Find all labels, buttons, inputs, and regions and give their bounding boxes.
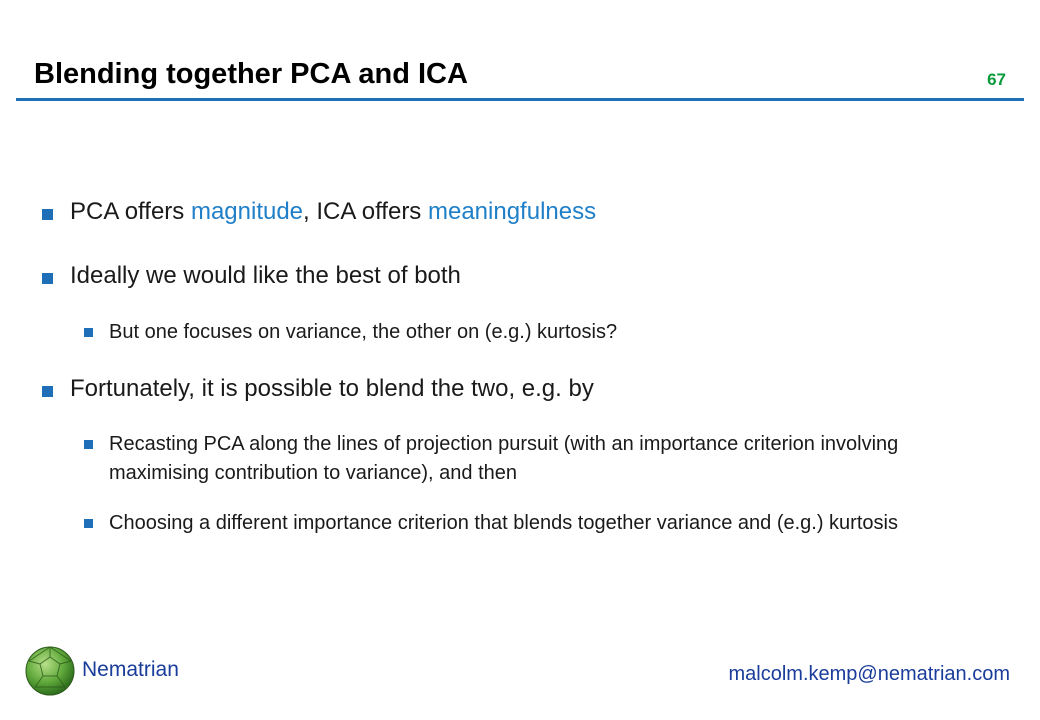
square-bullet-icon [84,440,93,449]
square-bullet-icon [42,273,53,284]
slide-title: Blending together PCA and ICA [34,58,468,90]
square-bullet-icon [42,209,53,220]
footer-email: malcolm.kemp@nematrian.com [728,663,1010,685]
highlight-meaningfulness: meaningfulness [427,198,597,225]
square-bullet-icon [42,386,53,397]
sub-bullet-text: Recasting PCA along the lines of projection pursuit (with an importance criterion involving maximising contribution to variance), and then [109,433,899,484]
title-divider [16,98,1024,101]
nematrian-logo-icon [24,645,76,697]
bullet-text-pre: PCA offers [70,198,191,225]
sub-bullet-different-criterion [84,509,974,538]
page-number: 67 [987,70,1006,89]
sub-bullet-text: Choosing a different importance criterion that blends together variance and (e.g.) kurtosis [109,512,898,534]
bullet-text-mid: , ICA offers [303,198,428,225]
footer-brand: Nematrian [82,658,179,681]
square-bullet-icon [84,519,93,528]
bullet-text: Fortunately, it is possible to blend the two, e.g. by [70,375,594,402]
bullet-text [70,198,596,226]
highlight-magnitude: magnitude [190,198,304,225]
sub-bullet-variance-kurtosis [84,318,974,347]
bullet-text: Ideally we would like the best of both [70,262,461,289]
sub-bullet-text: But one focuses on variance, the other on (e.g.) kurtosis? [109,321,618,343]
square-bullet-icon [84,328,93,337]
sub-bullet-recasting-pca [84,430,974,488]
